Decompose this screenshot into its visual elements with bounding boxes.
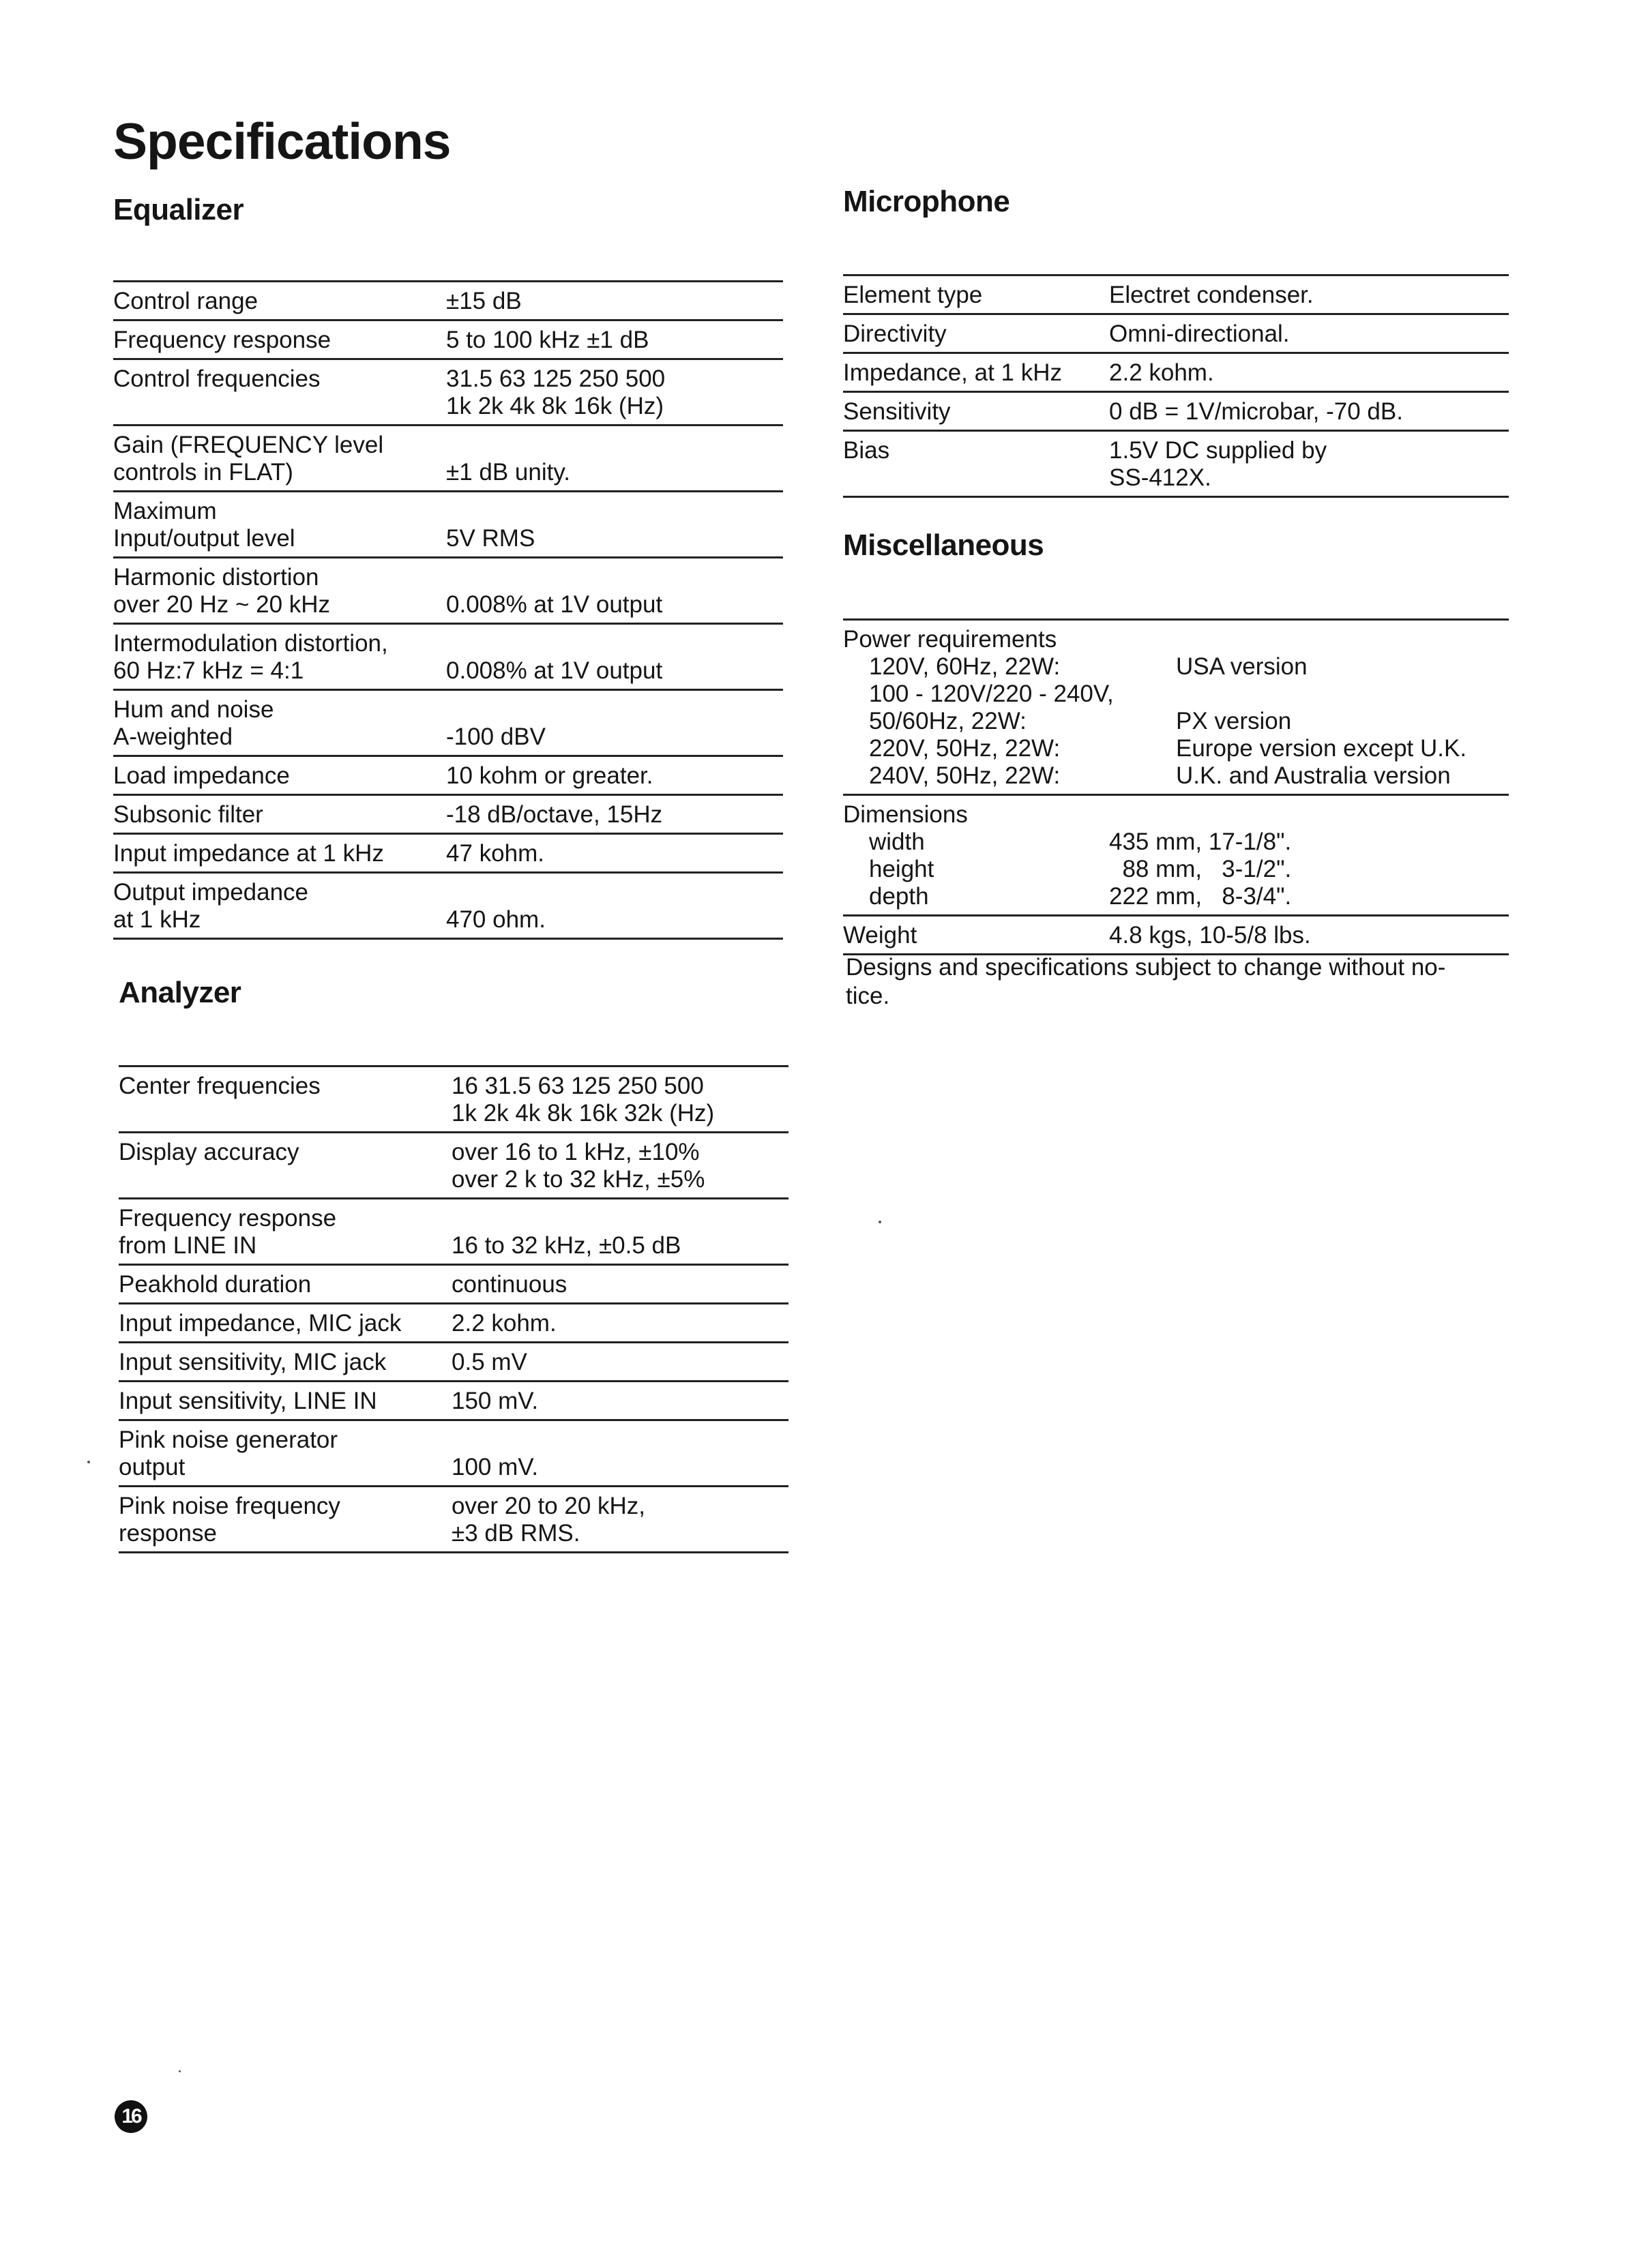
- table-row: [119, 1199, 788, 1266]
- power-key: 100 - 120V/220 - 240V, 50/60Hz, 22W:: [869, 681, 1114, 734]
- table-row: [119, 1133, 788, 1199]
- table-row: [843, 354, 1509, 393]
- spec-label: Center frequencies: [119, 1073, 321, 1099]
- power-version: USA version: [1176, 653, 1308, 680]
- table-row: [119, 1067, 788, 1133]
- spec-value: 10 kohm or greater.: [446, 762, 653, 789]
- spec-label: Element type: [843, 282, 983, 308]
- analyzer-section: [119, 978, 788, 1553]
- power-version: Europe version except U.K.: [1176, 735, 1467, 762]
- spec-value: 0.008% at 1V output: [446, 591, 663, 618]
- analyzer-heading: Analyzer: [119, 976, 241, 1009]
- list-item: [843, 735, 1509, 762]
- spec-label: Frequency response: [113, 327, 331, 353]
- table-row: [843, 432, 1509, 498]
- table-row: [113, 625, 783, 691]
- table-row: [113, 426, 783, 492]
- dimensions-label: Dimensions: [843, 801, 968, 828]
- table-row: [119, 1266, 788, 1304]
- spec-value: 2.2 kohm.: [1109, 359, 1214, 386]
- spec-value: 470 ohm.: [446, 906, 546, 933]
- microphone-section: [843, 187, 1509, 498]
- spec-label: Bias: [843, 437, 890, 464]
- weight-label: Weight: [843, 922, 917, 949]
- spec-label: Display accuracy: [119, 1139, 299, 1165]
- power-key: 220V, 50Hz, 22W:: [869, 735, 1061, 762]
- spec-value: 100 mV.: [452, 1454, 539, 1480]
- spec-label: Load impedance: [113, 762, 290, 789]
- spec-label: Sensitivity: [843, 398, 951, 425]
- power-version: U.K. and Australia version: [1176, 762, 1451, 789]
- spec-value: 150 mV.: [452, 1388, 539, 1414]
- spec-value: over 16 to 1 kHz, ±10% over 2 k to 32 kHz, ±5%: [452, 1139, 705, 1193]
- spec-label: Input impedance at 1 kHz: [113, 840, 384, 867]
- table-row: [843, 315, 1509, 354]
- list-item: [843, 829, 1509, 856]
- spec-value: 31.5 63 125 250 500 1k 2k 4k 8k 16k (Hz): [446, 365, 666, 419]
- spec-label: Gain (FREQUENCY level controls in FLAT): [113, 432, 384, 486]
- spec-value: ±15 dB: [446, 288, 522, 314]
- list-item: [843, 653, 1509, 681]
- analyzer-table: [119, 1065, 788, 1553]
- change-notice: Designs and specifications subject to change without no- tice.: [846, 954, 1446, 1009]
- list-item: [843, 883, 1509, 910]
- spec-value: 16 31.5 63 125 250 500 1k 2k 4k 8k 16k 32k (Hz): [452, 1073, 715, 1126]
- table-row: [843, 276, 1509, 315]
- list-item: [843, 856, 1509, 883]
- dimension-key: height: [869, 856, 934, 882]
- spec-label: Directivity: [843, 320, 947, 347]
- spec-value: 0 dB = 1V/microbar, -70 dB.: [1109, 398, 1403, 425]
- spec-label: Intermodulation distortion, 60 Hz:7 kHz = 4:1: [113, 630, 388, 684]
- table-row: [113, 757, 783, 796]
- power-key: 240V, 50Hz, 22W:: [869, 762, 1061, 789]
- power-version: PX version: [1176, 708, 1292, 734]
- spec-label: Control range: [113, 288, 259, 314]
- microphone-heading: Microphone: [843, 185, 1010, 218]
- equalizer-section: [113, 195, 783, 940]
- spec-label: Control frequencies: [113, 365, 321, 392]
- spec-value: 2.2 kohm.: [452, 1310, 557, 1337]
- power-key: 120V, 60Hz, 22W:: [869, 653, 1061, 680]
- table-row: [113, 321, 783, 360]
- dimension-value: 435 mm, 17-1/8".: [1109, 829, 1292, 855]
- weight-value: 4.8 kgs, 10-5/8 lbs.: [1109, 922, 1311, 949]
- dimension-key: depth: [869, 883, 929, 910]
- print-speck: [879, 1221, 881, 1223]
- spec-label: Output impedance at 1 kHz: [113, 879, 309, 933]
- power-requirements-label: Power requirements: [843, 626, 1057, 653]
- spec-value: -18 dB/octave, 15Hz: [446, 801, 663, 828]
- dimension-value: 222 mm, 8-3/4".: [1109, 883, 1292, 910]
- table-row: [113, 360, 783, 426]
- table-row: [843, 393, 1509, 432]
- spec-value: Electret condenser.: [1109, 282, 1314, 308]
- spec-label: Input sensitivity, LINE IN: [119, 1388, 377, 1414]
- miscellaneous-table: [843, 618, 1509, 955]
- dimension-value: 88 mm, 3-1/2".: [1109, 856, 1292, 882]
- list-item: [843, 681, 1509, 735]
- table-row: [113, 282, 783, 321]
- spec-label: Frequency response from LINE IN: [119, 1205, 337, 1259]
- spec-label: Input sensitivity, MIC jack: [119, 1349, 387, 1375]
- spec-value: 5V RMS: [446, 525, 535, 552]
- spec-value: 1.5V DC supplied by SS-412X.: [1109, 437, 1327, 491]
- power-requirements-block: [843, 621, 1509, 796]
- spec-value: -100 dBV: [446, 723, 546, 750]
- spec-value: 0.008% at 1V output: [446, 657, 663, 684]
- print-speck: [87, 1461, 90, 1463]
- spec-label: Maximum Input/output level: [113, 498, 295, 552]
- spec-label: Peakhold duration: [119, 1271, 312, 1298]
- miscellaneous-section: [843, 528, 1509, 955]
- spec-value: continuous: [452, 1271, 567, 1298]
- spec-label: Harmonic distortion over 20 Hz ~ 20 kHz: [113, 564, 331, 618]
- spec-value: Omni-directional.: [1109, 320, 1290, 347]
- spec-value: 16 to 32 kHz, ±0.5 dB: [452, 1232, 681, 1259]
- table-row: [113, 835, 783, 874]
- spec-label: Subsonic filter: [113, 801, 263, 828]
- page-title: Specifications: [113, 113, 451, 170]
- spec-label: Impedance, at 1 kHz: [843, 359, 1062, 386]
- list-item: [843, 762, 1509, 790]
- table-row: [113, 874, 783, 940]
- miscellaneous-heading: Miscellaneous: [843, 528, 1044, 562]
- page-number-badge: 16: [115, 2100, 147, 2133]
- table-row: [843, 916, 1509, 955]
- table-row: [119, 1343, 788, 1382]
- spec-label: Pink noise frequency response: [119, 1493, 340, 1547]
- table-row: [119, 1304, 788, 1343]
- microphone-table: [843, 274, 1509, 498]
- equalizer-table: [113, 280, 783, 940]
- table-row: [113, 558, 783, 625]
- table-row: [113, 492, 783, 558]
- dimensions-block: [843, 796, 1509, 916]
- spec-value: ±1 dB unity.: [446, 459, 570, 486]
- table-row: [119, 1421, 788, 1487]
- table-row: [113, 691, 783, 757]
- table-row: [113, 796, 783, 835]
- spec-value: 0.5 mV: [452, 1349, 527, 1375]
- spec-value: 5 to 100 kHz ±1 dB: [446, 327, 649, 353]
- equalizer-heading: Equalizer: [113, 193, 244, 226]
- dimension-key: width: [869, 829, 925, 855]
- table-row: [119, 1487, 788, 1553]
- spec-label: Pink noise generator output: [119, 1427, 338, 1480]
- spec-label: Hum and noise A-weighted: [113, 696, 274, 750]
- table-row: [119, 1382, 788, 1421]
- print-speck: [179, 2070, 181, 2072]
- spec-label: Input impedance, MIC jack: [119, 1310, 402, 1337]
- spec-value: over 20 to 20 kHz, ±3 dB RMS.: [452, 1493, 646, 1547]
- spec-value: 47 kohm.: [446, 840, 544, 867]
